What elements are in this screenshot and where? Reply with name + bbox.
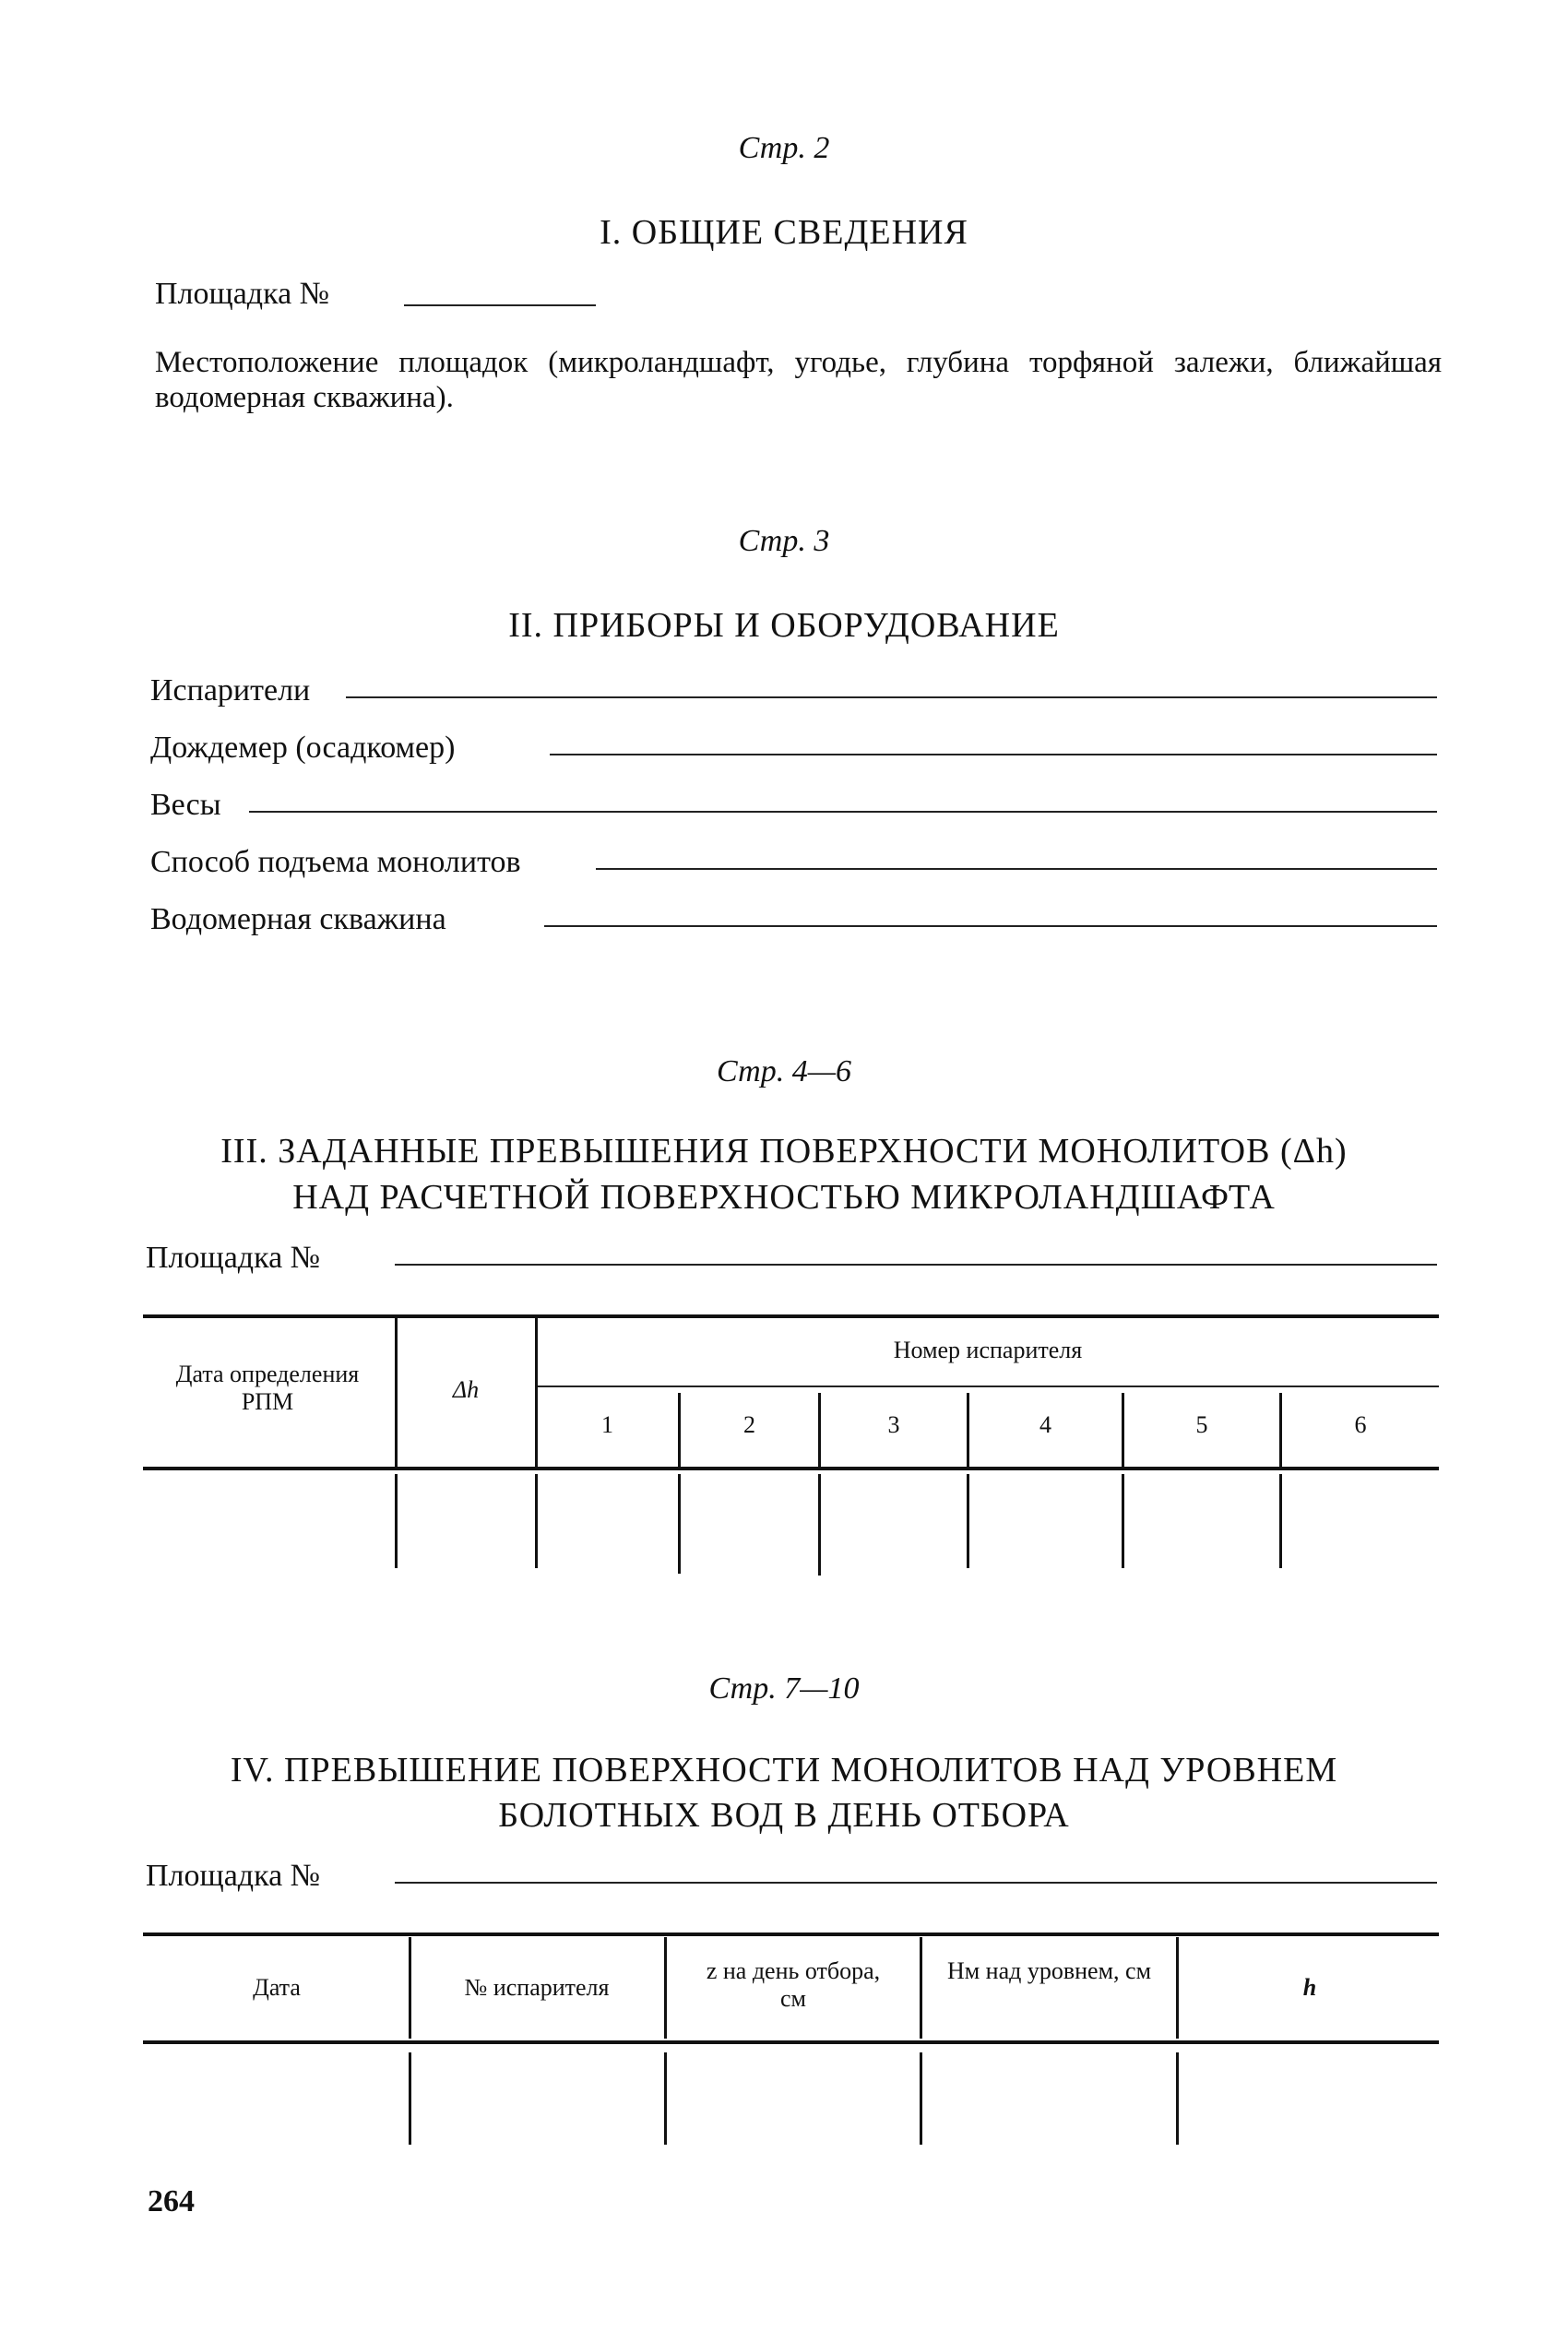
evaporator-number-4: 4 bbox=[1039, 1411, 1051, 1438]
site-number-blank-4[interactable] bbox=[395, 1882, 1437, 1884]
body-col-divider bbox=[967, 1474, 969, 1568]
evaporator-number-1: 1 bbox=[601, 1411, 613, 1438]
col-header-z: z на день отбора, см bbox=[706, 1957, 881, 2012]
body-col-divider bbox=[1122, 1474, 1124, 1568]
evaporator-number-3: 3 bbox=[887, 1411, 900, 1438]
col-header-h: h bbox=[1302, 1974, 1317, 2001]
page-ref-3: Стр. 3 bbox=[738, 524, 830, 558]
field-evaporators-label: Испарители bbox=[150, 673, 311, 708]
page-number: 264 bbox=[148, 2184, 195, 2218]
page-ref-7-10: Стр. 7—10 bbox=[708, 1671, 860, 1706]
page-ref-4-6: Стр. 4—6 bbox=[717, 1054, 851, 1088]
body-col-divider bbox=[395, 1474, 398, 1568]
field-lifting-method-label: Способ подъема монолитов bbox=[150, 845, 521, 879]
body-col-divider bbox=[920, 2052, 922, 2145]
lifting-method-blank[interactable] bbox=[596, 868, 1437, 870]
evaporator-number-2: 2 bbox=[743, 1411, 755, 1438]
section-1-title: I. ОБЩИЕ СВЕДЕНИЯ bbox=[600, 213, 968, 252]
col-header-date: Дата определения РПМ bbox=[175, 1361, 360, 1415]
col-header-dh: Δh bbox=[452, 1376, 480, 1403]
col-divider bbox=[1176, 1937, 1179, 2039]
page-ref-2: Стр. 2 bbox=[738, 131, 830, 165]
col-header-evaporator-no: № испарителя bbox=[464, 1974, 610, 2001]
col-divider bbox=[664, 1937, 667, 2039]
section-4-title-line-1: IV. ПРЕВЫШЕНИЕ ПОВЕРХНОСТИ МОНОЛИТОВ НАД УРОВНЕМ bbox=[230, 1751, 1338, 1790]
evaporator-number-6: 6 bbox=[1354, 1411, 1367, 1438]
col-header-evaporator-number: Номер испарителя bbox=[893, 1337, 1083, 1363]
col-divider bbox=[920, 1937, 922, 2039]
site-number-blank[interactable] bbox=[404, 304, 596, 306]
section-4-title-line-2: БОЛОТНЫХ ВОД В ДЕНЬ ОТБОРА bbox=[498, 1796, 1070, 1835]
body-col-divider bbox=[535, 1474, 538, 1568]
well-blank[interactable] bbox=[544, 925, 1437, 927]
field-scales-label: Весы bbox=[150, 788, 221, 822]
body-col-divider bbox=[678, 1474, 681, 1574]
rain-gauge-blank[interactable] bbox=[550, 754, 1437, 755]
col-header-hm: Hм над уровнем, см bbox=[946, 1957, 1152, 1984]
section-3-title-line-1: III. ЗАДАННЫЕ ПРЕВЫШЕНИЯ ПОВЕРХНОСТИ МОНОЛИТОВ (Δh) bbox=[220, 1132, 1348, 1171]
col-header-date: Дата bbox=[253, 1974, 301, 2001]
evaporators-blank[interactable] bbox=[346, 696, 1437, 698]
col-divider bbox=[409, 1937, 411, 2039]
table-top-rule bbox=[143, 1314, 1439, 1318]
field-well-label: Водомерная скважина bbox=[150, 902, 446, 936]
body-col-divider bbox=[409, 2052, 411, 2145]
body-col-divider bbox=[1279, 1474, 1282, 1568]
body-col-divider bbox=[818, 1474, 821, 1576]
table-top-rule bbox=[143, 1933, 1439, 1936]
col-divider bbox=[395, 1317, 398, 1467]
field-rain-gauge-label: Дождемер (осадкомер) bbox=[150, 731, 456, 765]
body-col-divider bbox=[1176, 2052, 1179, 2145]
table-header-bottom-rule bbox=[143, 1467, 1439, 1470]
site-number-blank-3[interactable] bbox=[395, 1264, 1437, 1266]
table-header-bottom-rule bbox=[143, 2040, 1439, 2044]
field-site-number-label: Площадка № bbox=[155, 277, 330, 311]
scales-blank[interactable] bbox=[249, 811, 1437, 813]
evaporator-number-5: 5 bbox=[1195, 1411, 1208, 1438]
table-group-rule bbox=[537, 1386, 1439, 1387]
location-paragraph: Местоположение площадок (микроландшафт, угодье, глубина торфяной залежи, ближайшая водомерная скважина). bbox=[155, 346, 1442, 414]
body-col-divider bbox=[664, 2052, 667, 2145]
section-3-title-line-2: НАД РАСЧЕТНОЙ ПОВЕРХНОСТЬЮ МИКРОЛАНДШАФТА bbox=[292, 1178, 1276, 1217]
field-site-number-label-4: Площадка № bbox=[146, 1859, 321, 1893]
section-2-title: II. ПРИБОРЫ И ОБОРУДОВАНИЕ bbox=[508, 606, 1060, 645]
field-site-number-label-3: Площадка № bbox=[146, 1241, 321, 1275]
